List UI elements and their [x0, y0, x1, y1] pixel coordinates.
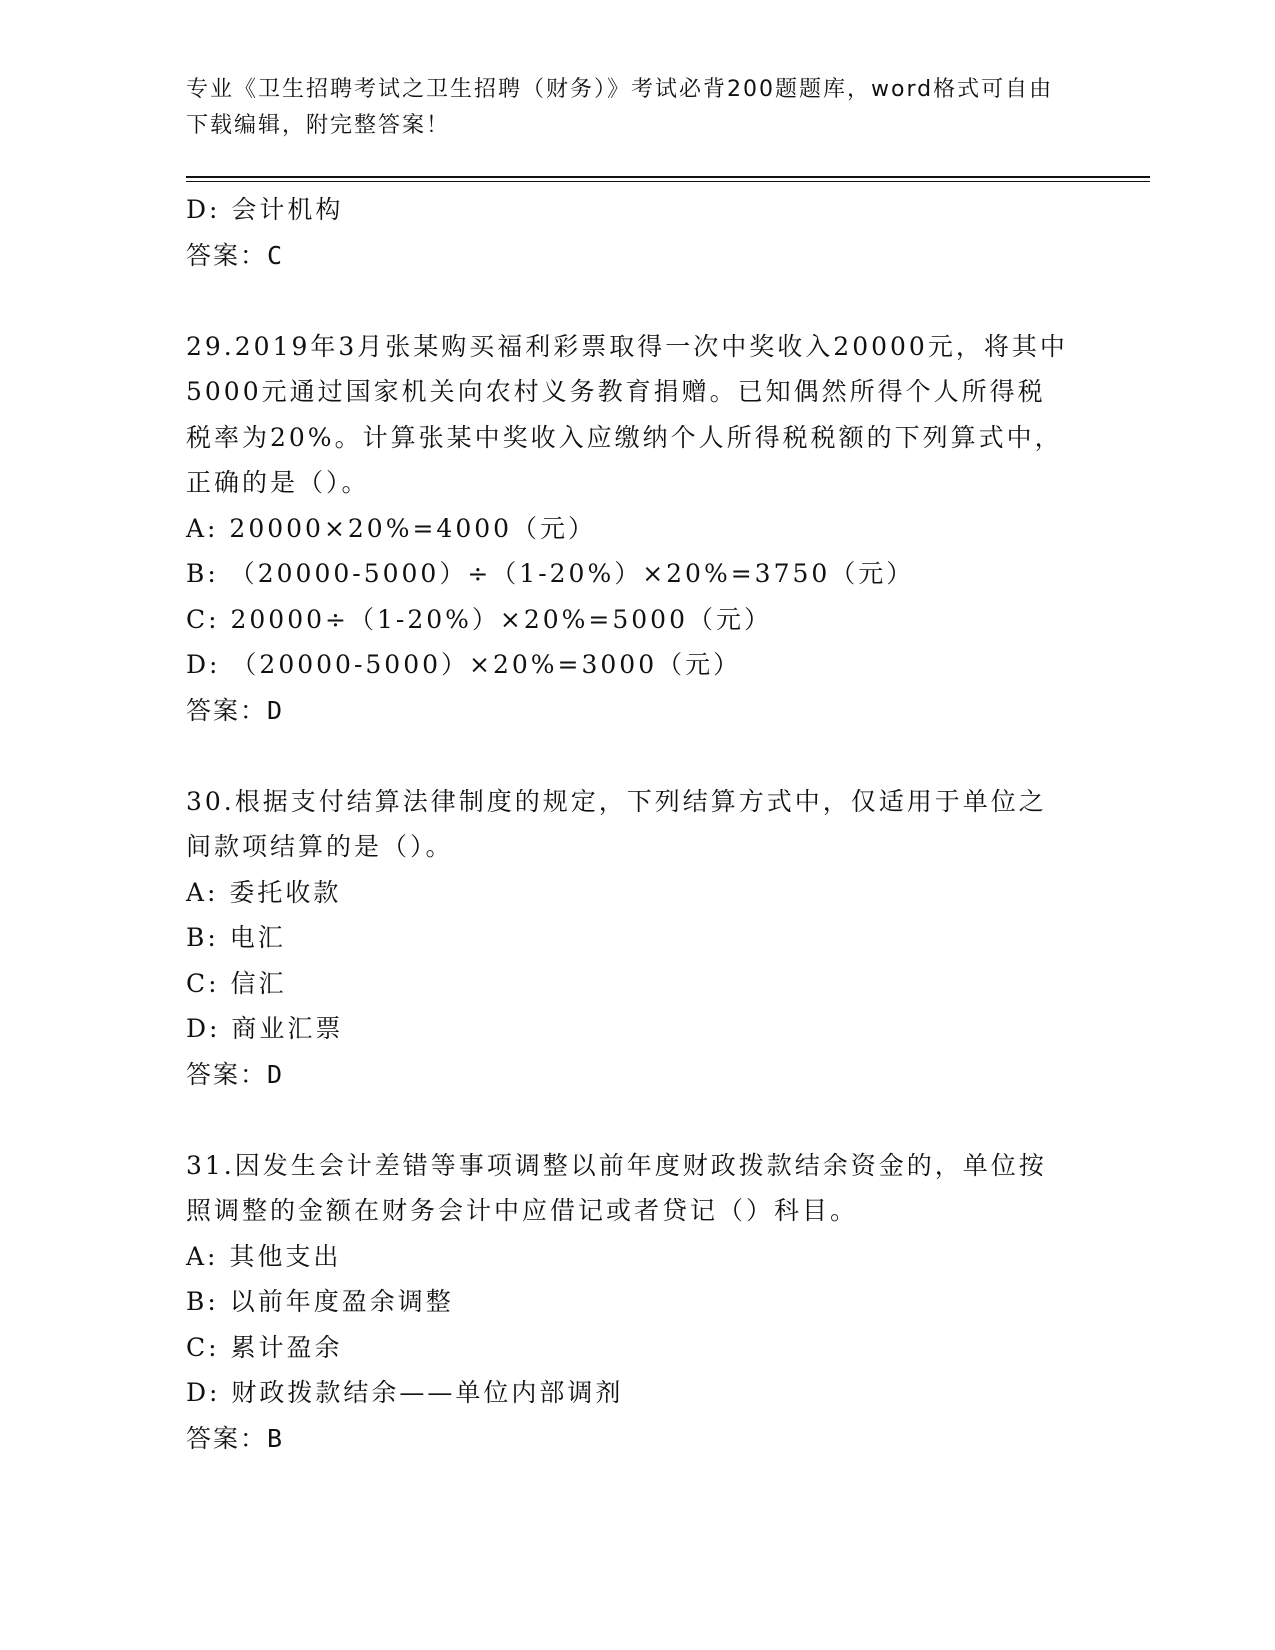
- spacer: [186, 1097, 1086, 1143]
- spacer: [186, 278, 1086, 324]
- previous-question-tail: [186, 187, 1086, 278]
- page-header: 专业《卫生招聘考试之卫生招聘（财务）》考试必背200题题库，word格式可自由下载编辑，附完整答案！: [186, 77, 1054, 138]
- option-d: D: 商业汇票: [186, 1014, 344, 1043]
- option-c: C: 20000÷（1-20%）×20%=5000（元）: [186, 604, 772, 634]
- option-b: B: （20000-5000）÷（1-20%）×20%=3750（元）: [186, 559, 915, 588]
- answer-value: D: [267, 1059, 285, 1089]
- question-29: [186, 324, 1086, 734]
- header-divider-thick: [186, 176, 1150, 178]
- answer-line: [186, 688, 1086, 734]
- question-text: 30.根据支付结算法律制度的规定，下列结算方式中，仅适用于单位之间款项结算的是（）。: [186, 786, 1047, 861]
- option-a: A: 20000×20%=4000（元）: [186, 513, 597, 543]
- answer-label: 答案：: [186, 240, 268, 270]
- option-c: C: 信汇: [186, 968, 287, 998]
- option-a: A: 其他支出: [186, 1241, 342, 1271]
- question-30: [186, 779, 1086, 1098]
- option-a: A: 委托收款: [186, 877, 342, 907]
- option-c: C: 累计盈余: [186, 1332, 343, 1362]
- answer-line: [186, 1416, 1086, 1462]
- option-d: D: 会计机构: [186, 195, 344, 224]
- header-divider-thin: [186, 181, 1150, 182]
- answer-label: 答案：: [186, 1423, 268, 1453]
- question-text: 29.2019年3月张某购买福利彩票取得一次中奖收入20000元，将其中5000元通过国家机关向农村义务教育捐赠。已知偶然所得个人所得税税率为20%。计算张某中奖收入应缴纳个人所得税税额的下列算式中，正确的是（）。: [186, 331, 1068, 497]
- answer-label: 答案：: [186, 695, 268, 725]
- document-body: [186, 187, 1086, 1461]
- answer-line: [186, 1052, 1086, 1098]
- answer-label: 答案：: [186, 1059, 268, 1089]
- option-b: B: 电汇: [186, 923, 286, 952]
- option-b: B: 以前年度盈余调整: [186, 1287, 454, 1316]
- answer-value: C: [267, 240, 285, 270]
- spacer: [186, 733, 1086, 779]
- question-text: 31.因发生会计差错等事项调整以前年度财政拨款结余资金的，单位按照调整的金额在财务会计中应借记或者贷记（）科目。: [186, 1150, 1047, 1225]
- option-d: D: （20000-5000）×20%=3000（元）: [186, 650, 742, 679]
- answer-value: B: [267, 1423, 285, 1453]
- answer-line: [186, 233, 1086, 279]
- question-31: [186, 1143, 1086, 1462]
- option-d: D: 财政拨款结余——单位内部调剂: [186, 1378, 624, 1407]
- answer-value: D: [267, 695, 285, 725]
